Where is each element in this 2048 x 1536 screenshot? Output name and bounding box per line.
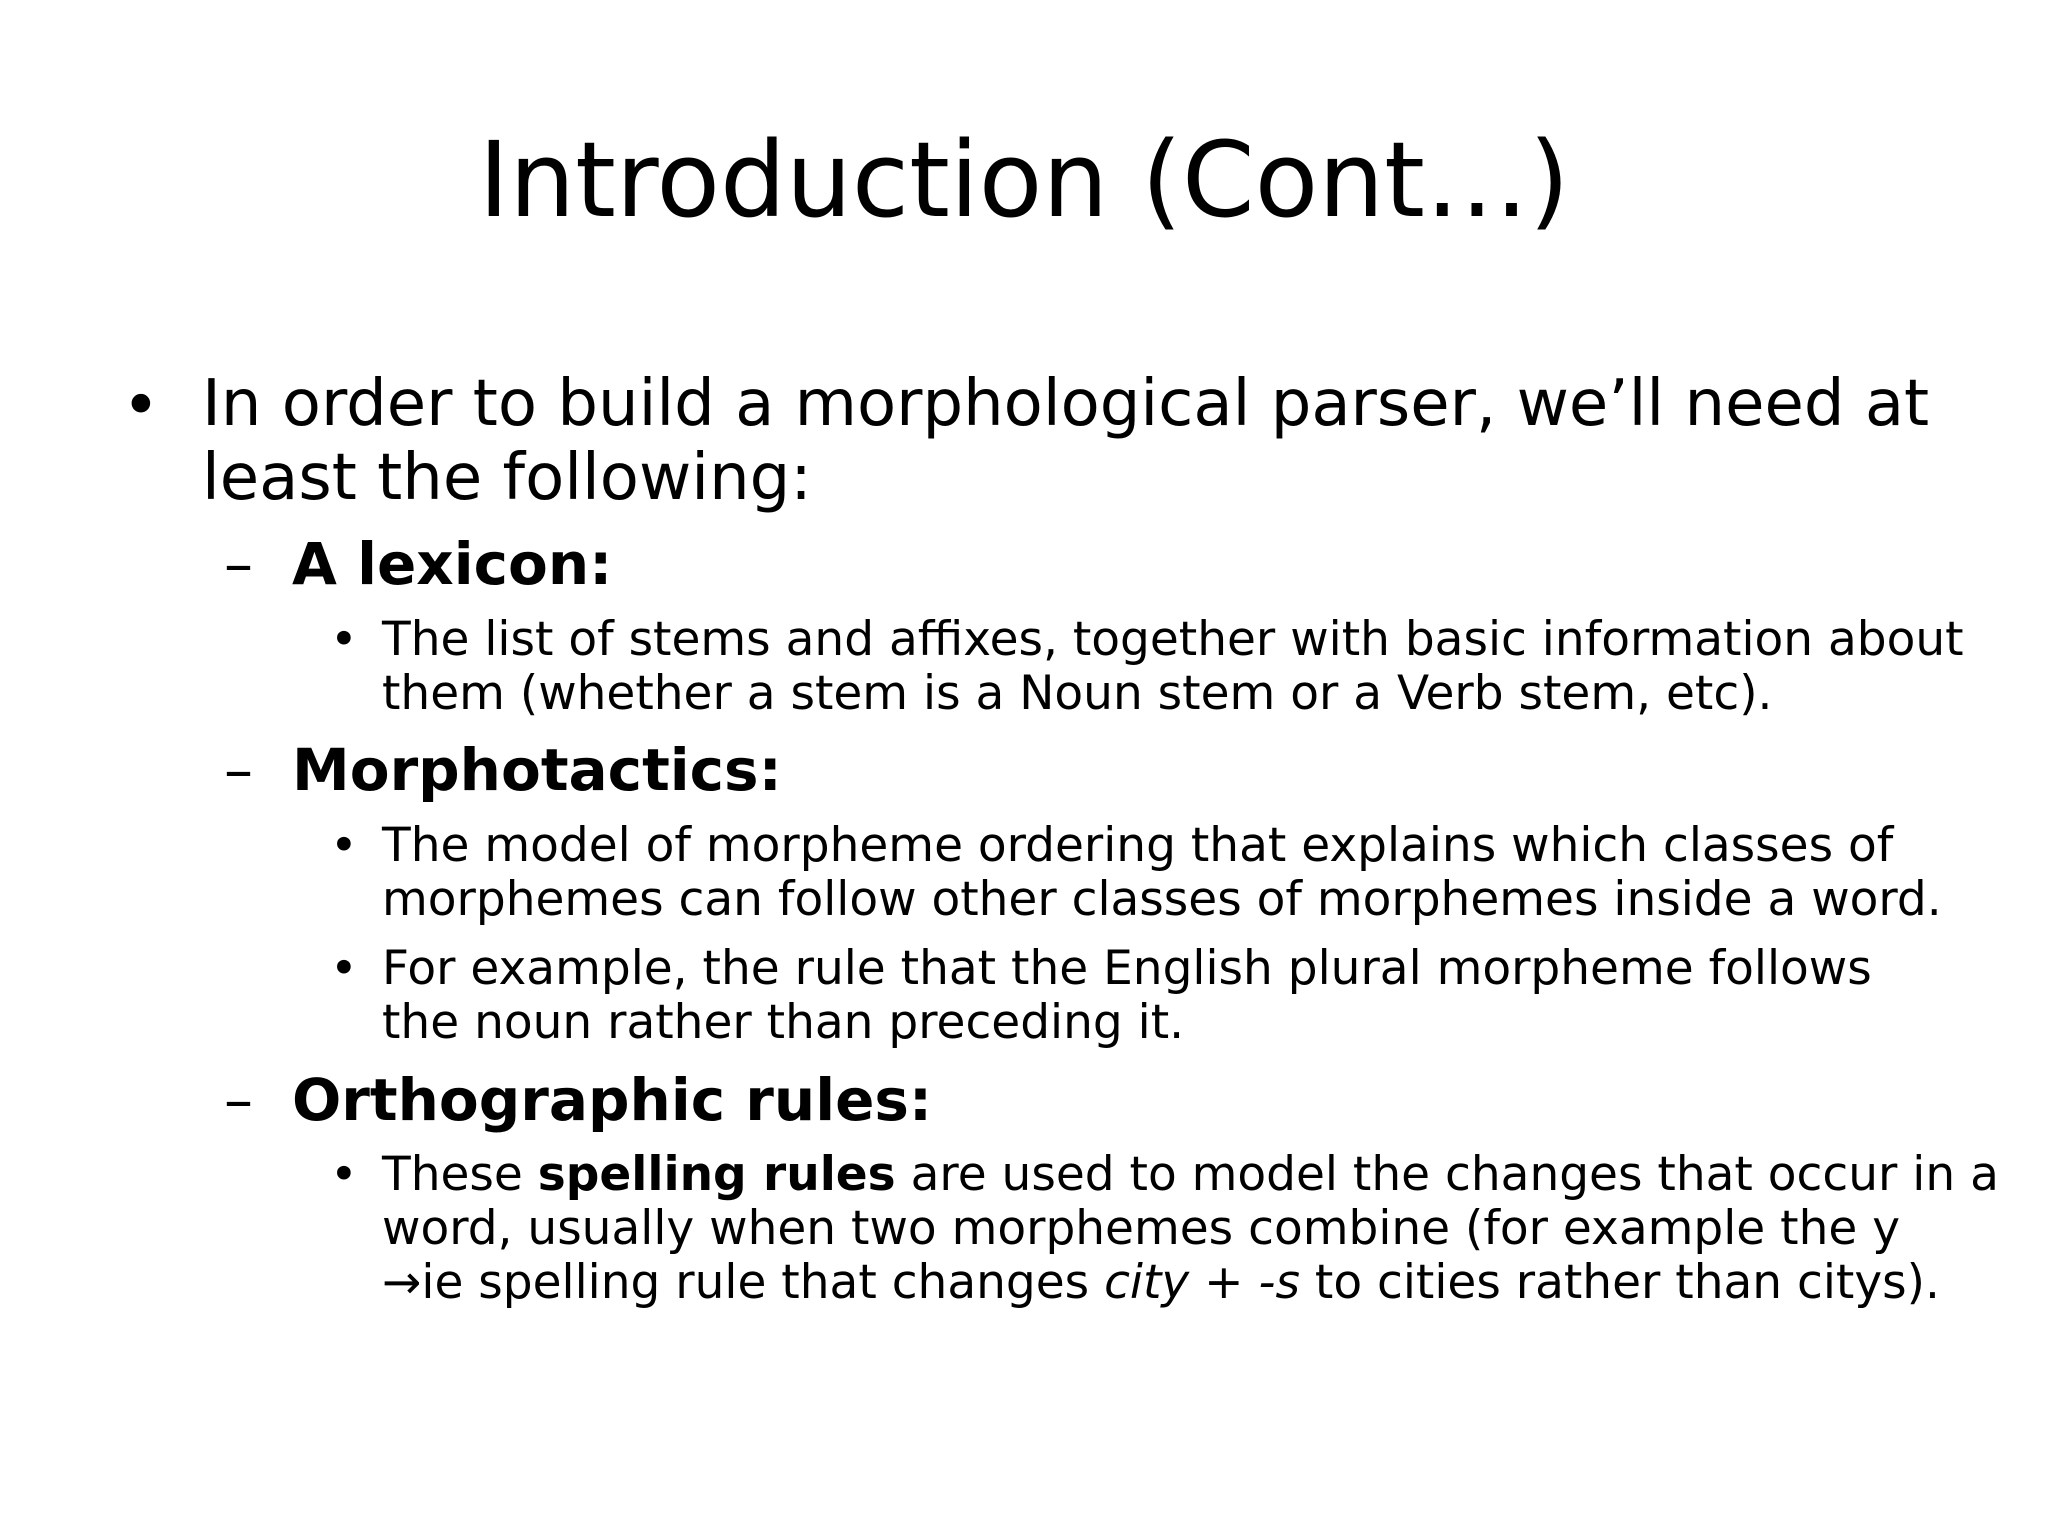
section-heading-morphotactics: Morphotactics: [292, 736, 782, 804]
text-run: ie spelling rule that changes [421, 1255, 1105, 1310]
bold-term-spelling-rules: spelling rules [537, 1147, 896, 1202]
italic-example: city + -s [1104, 1255, 1300, 1310]
bullet-marker: • [330, 1147, 358, 1202]
bullet-marker: • [122, 369, 160, 443]
section-heading-orthographic-rules: Orthographic rules: [292, 1066, 933, 1134]
bullet-text-line: The model of morpheme ordering that explains which classes of [382, 818, 1894, 873]
bullet-text-line: For example, the rule that the English plural morpheme follows [382, 941, 1872, 996]
bullet-text-line: them (whether a stem is a Noun stem or a Verb stem, etc). [382, 666, 1773, 721]
text-run: are used to model the changes that occur in a [895, 1147, 1999, 1202]
bullet-marker: • [330, 612, 358, 667]
dash-marker: – [224, 736, 253, 804]
bullet-text-line: morphemes can follow other classes of morphemes inside a word. [382, 872, 1942, 927]
text-run: These [382, 1147, 538, 1202]
arrow-icon: → [382, 1255, 422, 1310]
text-run: to cities rather than citys). [1299, 1255, 1940, 1310]
bullet-text-line: The list of stems and affixes, together with basic information about [382, 612, 1964, 667]
dash-marker: – [224, 1066, 253, 1134]
bullet-marker: • [330, 818, 358, 873]
bullet-text-line: least the following: [202, 441, 812, 515]
dash-marker: – [224, 530, 253, 598]
bullet-marker: • [330, 941, 358, 996]
bullet-text-line: the noun rather than preceding it. [382, 995, 1185, 1050]
bullet-text-line [382, 1147, 1999, 1202]
bullet-text-line: In order to build a morphological parser, we’ll need at [202, 367, 1930, 441]
bullet-text-line [382, 1255, 1940, 1310]
slide-title: Introduction (Cont…) [478, 119, 1570, 241]
section-heading-lexicon: A lexicon: [292, 530, 613, 598]
bullet-text-line: word, usually when two morphemes combine (for example the y [382, 1201, 1901, 1256]
